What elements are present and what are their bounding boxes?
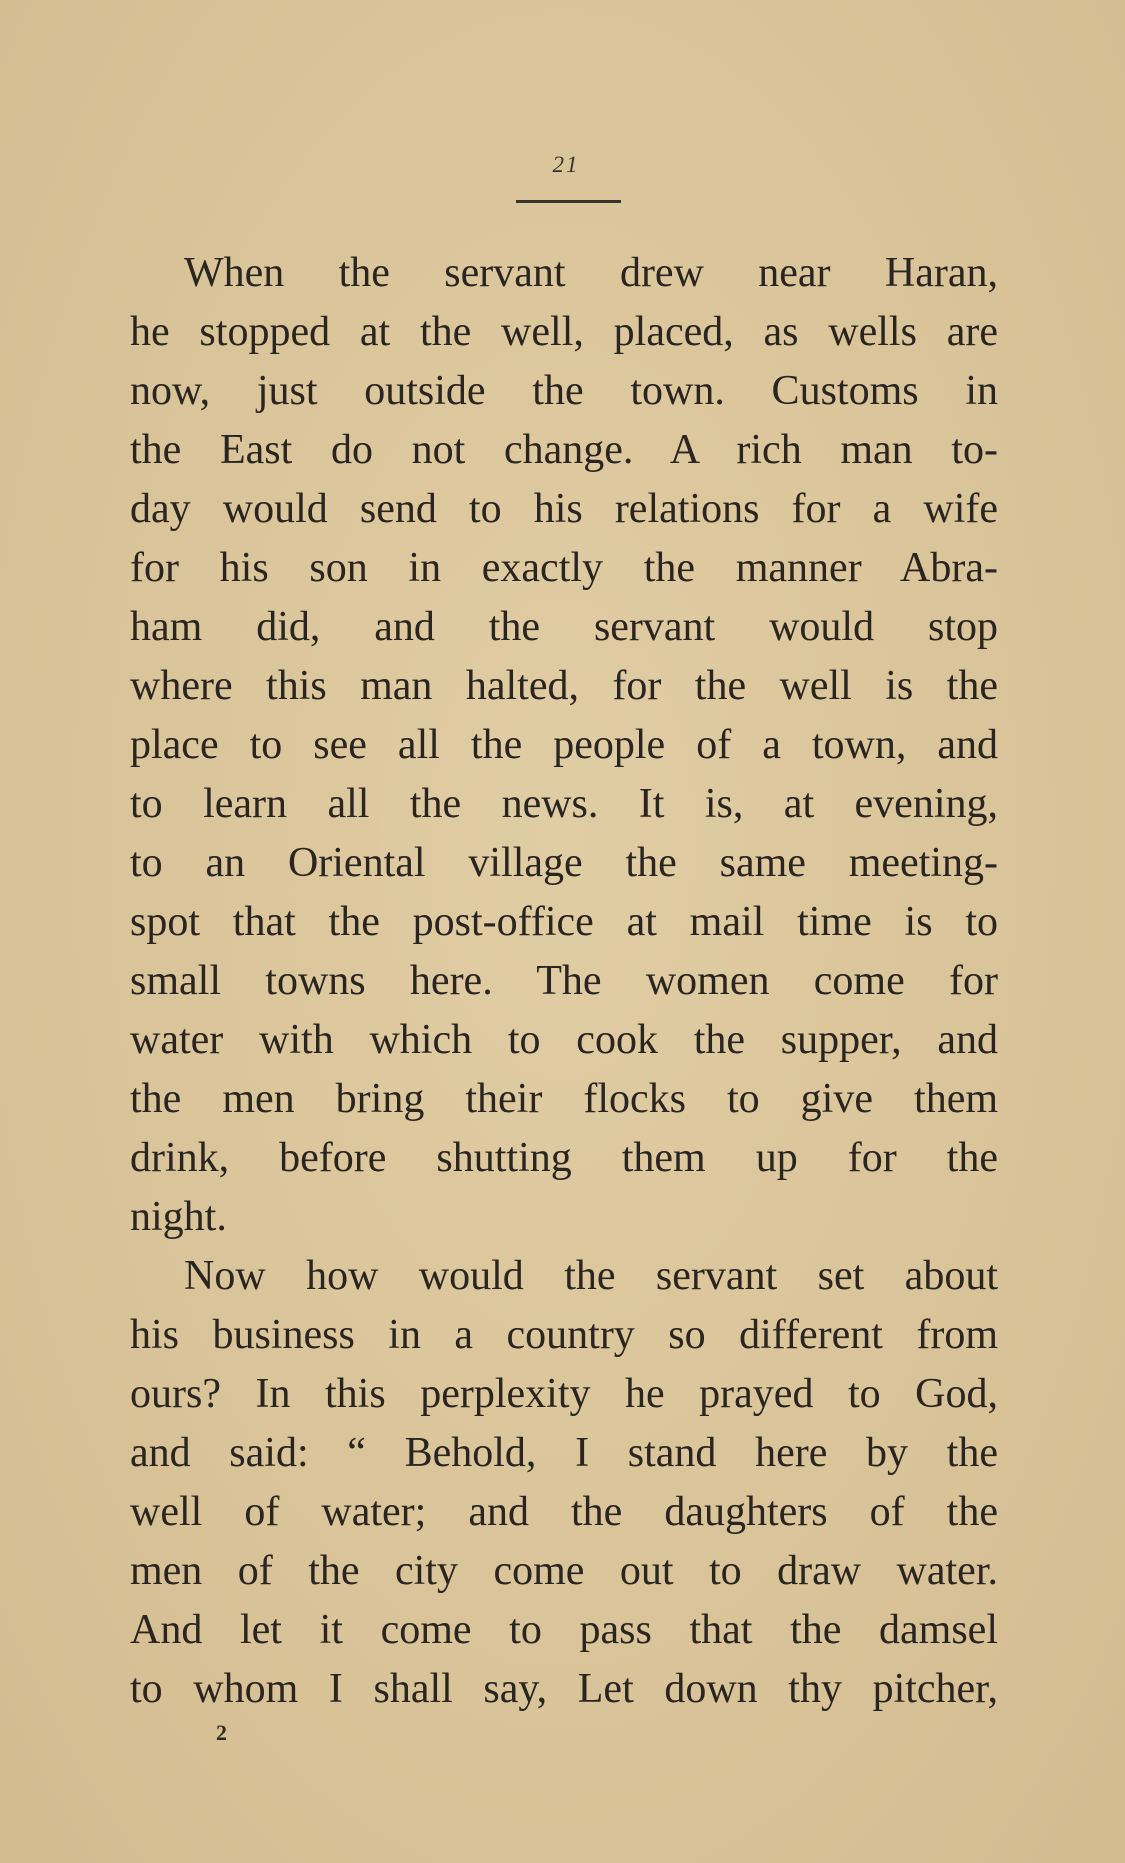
text-line: water with which to cook the supper, and <box>130 1017 998 1063</box>
text-line: men of the city come out to draw water. <box>130 1548 998 1594</box>
text-line: day would send to his relations for a wife <box>130 486 998 532</box>
text-line: to an Oriental village the same meeting- <box>130 840 998 886</box>
body-text <box>130 244 998 1719</box>
text-line: place to see all the people of a town, and <box>130 722 998 768</box>
text-line: and said: “ Behold, I stand here by the <box>130 1430 998 1476</box>
text-line: night. <box>130 1194 227 1240</box>
text-line: he stopped at the well, placed, as wells are <box>130 309 998 355</box>
text-line: well of water; and the daughters of the <box>130 1489 998 1535</box>
text-line: Now how would the servant set about <box>184 1253 998 1299</box>
text-line: drink, before shutting them up for the <box>130 1135 998 1181</box>
header-rule <box>516 200 621 203</box>
text-line: spot that the post-office at mail time is to <box>130 899 998 945</box>
text-line: where this man halted, for the well is the <box>130 663 998 709</box>
text-line: And let it come to pass that the damsel <box>130 1607 998 1653</box>
text-line: ham did, and the servant would stop <box>130 604 998 650</box>
text-line: ours? In this perplexity he prayed to God, <box>130 1371 998 1417</box>
text-line: to learn all the news. It is, at evening, <box>130 781 998 827</box>
text-line: the East do not change. A rich man to- <box>130 427 998 473</box>
text-line: his business in a country so different from <box>130 1312 998 1358</box>
text-line: to whom I shall say, Let down thy pitcher, <box>130 1666 998 1712</box>
paragraph-1 <box>130 244 998 1247</box>
paragraph-2 <box>130 1247 998 1719</box>
text-line: the men bring their flocks to give them <box>130 1076 998 1122</box>
signature-mark: 2 <box>216 1720 227 1745</box>
page-number: 21 <box>552 152 580 177</box>
text-line: When the servant drew near Haran, <box>184 250 998 296</box>
text-line: small towns here. The women come for <box>130 958 998 1004</box>
text-line: for his son in exactly the manner Abra- <box>130 545 998 591</box>
text-line: now, just outside the town. Customs in <box>130 368 998 414</box>
